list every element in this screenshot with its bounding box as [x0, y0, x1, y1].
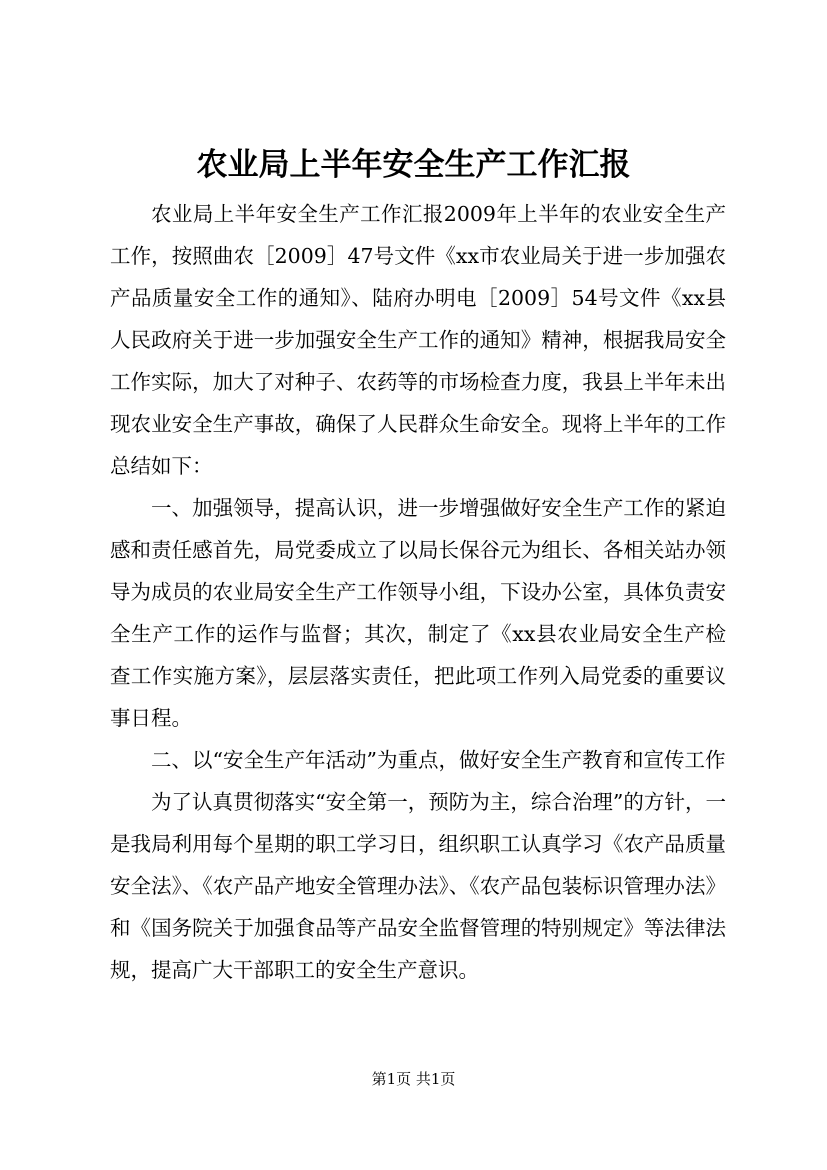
document-body [110, 193, 726, 991]
paragraph-section-one: 一、加强领导，提高认识，进一步增强做好安全生产工作的紧迫感和责任感首先，局党委成立了以局长保谷元为组长、各相关站办领导为成员的农业局安全生产工作领导小组，下设办公室，具体负责安全生产工作的运作与监督；其次，制定了《xx县农业局安全生产检查工作实施方案》，层层落实责任，把此项工作列入局党委的重要议事日程。 [110, 496, 726, 730]
paragraph-section-two-body: 为了认真贯彻落实“安全第一，预防为主，综合治理”的方针，一是我局利用每个星期的职工学习日，组织职工认真学习《农产品质量安全法》、《农产品产地安全管理办法》、《农产品包装标识管理办法》和《国务院关于加强食品等产品安全监督管理的特别规定》等法律法规，提高广大干部职工的安全生产意识。 [110, 790, 726, 982]
page-footer: 第1页 共1页 [371, 1070, 456, 1088]
paragraph-intro: 农业局上半年安全生产工作汇报2009年上半年的农业安全生产工作，按照曲农［2009］47号文件《xx市农业局关于进一步加强农产品质量安全工作的通知》、陆府办明电［2009］54号文件《xx县人民政府关于进一步加强安全生产工作的通知》精神，根据我局安全工作实际，加大了对种子、农药等的市场检查力度，我县上半年未出现农业安全生产事故，确保了人民群众生命安全。现将上半年的工作总结如下： [110, 202, 726, 478]
document-title: 农业局上半年安全生产工作汇报 [196, 147, 631, 183]
paragraph-section-two-heading: 二、以“安全生产年活动”为重点，做好安全生产教育和宣传工作 [151, 748, 726, 772]
